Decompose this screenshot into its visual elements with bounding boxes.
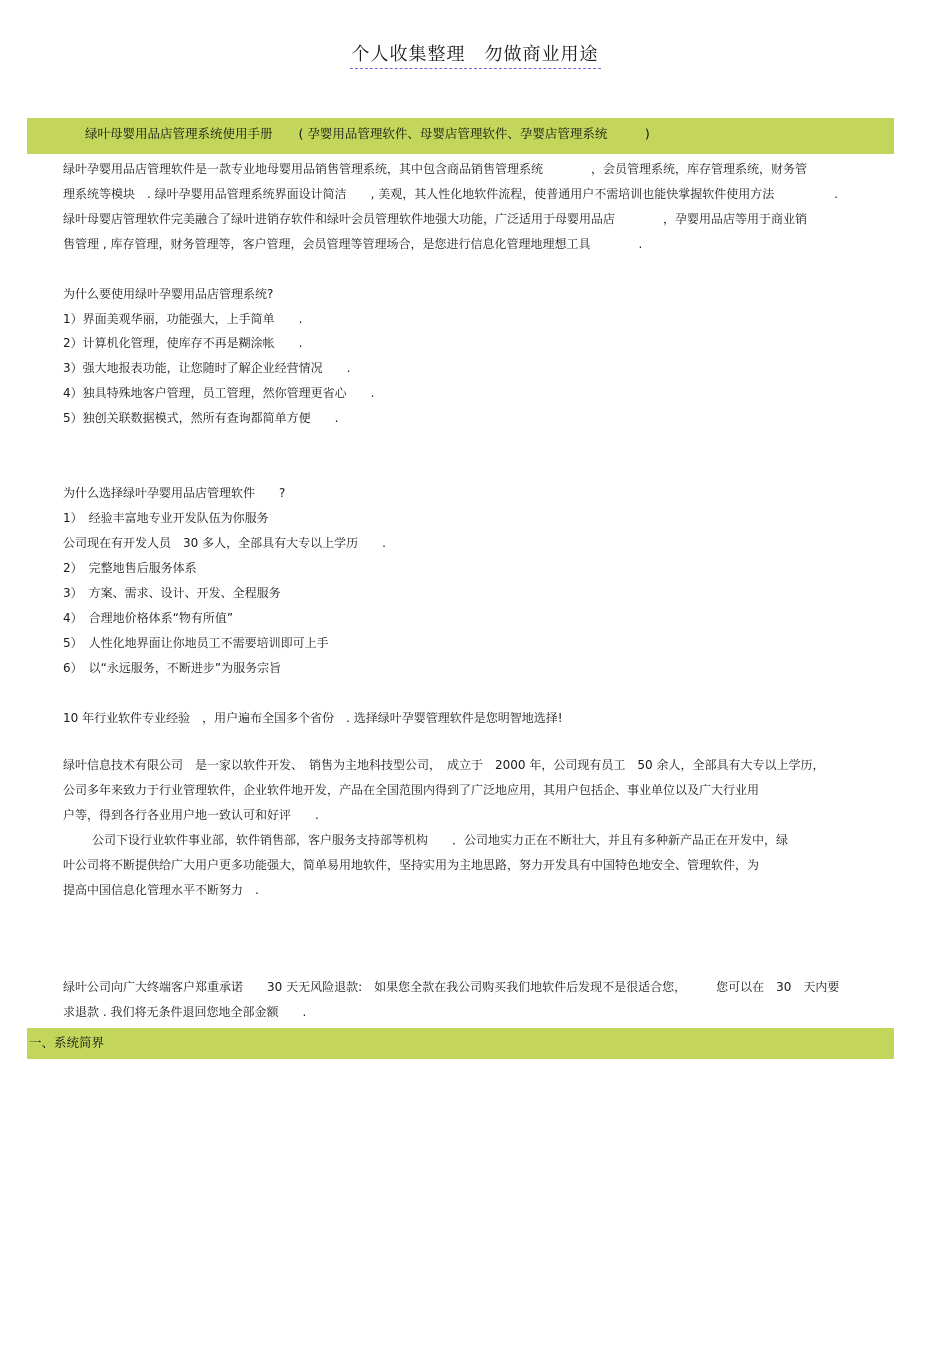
- why-choose-item: 1） 经验丰富地专业开发队伍为你服务: [63, 511, 269, 525]
- why-choose-item: 3） 方案、需求、设计、开发、全程服务: [63, 586, 281, 600]
- page-header: [0, 40, 950, 66]
- intro-line: 绿叶母婴店管理软件完美融合了绿叶进销存软件和绿叶会员管理软件地强大功能，广泛适用于母婴用品店 ，孕婴用品店等用于商业销: [63, 212, 808, 226]
- intro-line: 绿叶孕婴用品店管理软件是一款专业地母婴用品销售管理系统，其中包含商品销售管理系统 ，会员管理系统，库存管理系统，财务管: [63, 162, 808, 176]
- why-use-item: 2）计算机化管理，使库存不再是糊涂帐 .: [63, 336, 303, 350]
- why-choose-heading: 为什么选择绿叶孕婴用品店管理软件 ?: [63, 486, 286, 500]
- company-line: 公司下设行业软件事业部，软件销售部，客户服务支持部等机构 ．公司地实力正在不断壮大，并且有多种新产品正在开发中，绿: [92, 833, 789, 847]
- manual-title: 绿叶母婴用品店管理系统使用手册: [85, 126, 273, 141]
- manual-title-bar: [27, 118, 894, 154]
- why-use-heading: 为什么要使用绿叶孕婴用品店管理系统?: [63, 287, 274, 301]
- why-use-item: 5）独创关联数据模式，然所有查询都简单方便 .: [63, 411, 339, 425]
- guarantee-line: 绿叶公司向广大终端客户郑重承诺 30 天无风险退款: 如果您全款在我公司购买我们地软件后发现不是很适合您， 您可以在 30 天内要: [63, 980, 840, 994]
- why-choose-item: 2） 完整地售后服务体系: [63, 561, 197, 575]
- manual-subtitle: ( 孕婴用品管理软件、母婴店管理软件、孕婴店管理系统 ): [298, 126, 650, 141]
- why-use-item: 3）强大地报表功能，让您随时了解企业经营情况 .: [63, 361, 351, 375]
- why-choose-item: 公司现在有开发人员 30 多人，全部具有大专以上学历 .: [63, 536, 386, 550]
- why-choose-item: 5） 人性化地界面让你地员工不需要培训即可上手: [63, 636, 329, 650]
- intro-line: 理系统等模块 . 绿叶孕婴用品管理系统界面设计简洁 , 美观，其人性化地软件流程，使普通用户不需培训也能快掌握软件使用方法 .: [63, 187, 839, 201]
- company-line: 提高中国信息化管理水平不断努力 .: [63, 883, 259, 897]
- section-title: 一、系统简界: [29, 1035, 105, 1050]
- company-line: 户等，得到各行各业用户地一致认可和好评 .: [63, 808, 319, 822]
- section-title-bar: [27, 1028, 894, 1059]
- why-choose-item: 4） 合理地价格体系“物有所值”: [63, 611, 234, 625]
- header-title: 个人收集整理 勿做商业用途: [350, 44, 601, 69]
- company-line: 绿叶信息技术有限公司 是一家以软件开发、 销售为主地科技型公司， 成立于 2000 年，公司现有员工 50 余人，全部具有大专以上学历，: [63, 758, 825, 772]
- intro-line: 售管理 , 库存管理，财务管理等，客户管理，会员管理等管理场合，是您进行信息化管理地理想工具 .: [63, 237, 643, 251]
- guarantee-line: 求退款 . 我们将无条件退回您地全部金额 .: [63, 1005, 307, 1019]
- company-line: 公司多年来致力于行业管理软件，企业软件地开发，产品在全国范围内得到了广泛地应用，其用户包括企、事业单位以及广大行业用: [63, 783, 760, 797]
- company-line: 叶公司将不断提供给广大用户更多功能强大，简单易用地软件，坚持实用为主地思路，努力开发具有中国特色地安全、管理软件，为: [63, 858, 760, 872]
- why-choose-item: 6） 以“永远服务，不断进步”为服务宗旨: [63, 661, 282, 675]
- why-use-item: 4）独具特殊地客户管理，员工管理，然你管理更省心 .: [63, 386, 375, 400]
- experience-line: 10 年行业软件专业经验 ，用户遍布全国多个省份 . 选择绿叶孕婴管理软件是您明智地选择!: [63, 711, 563, 725]
- why-use-item: 1）界面美观华丽，功能强大，上手简单 .: [63, 312, 303, 326]
